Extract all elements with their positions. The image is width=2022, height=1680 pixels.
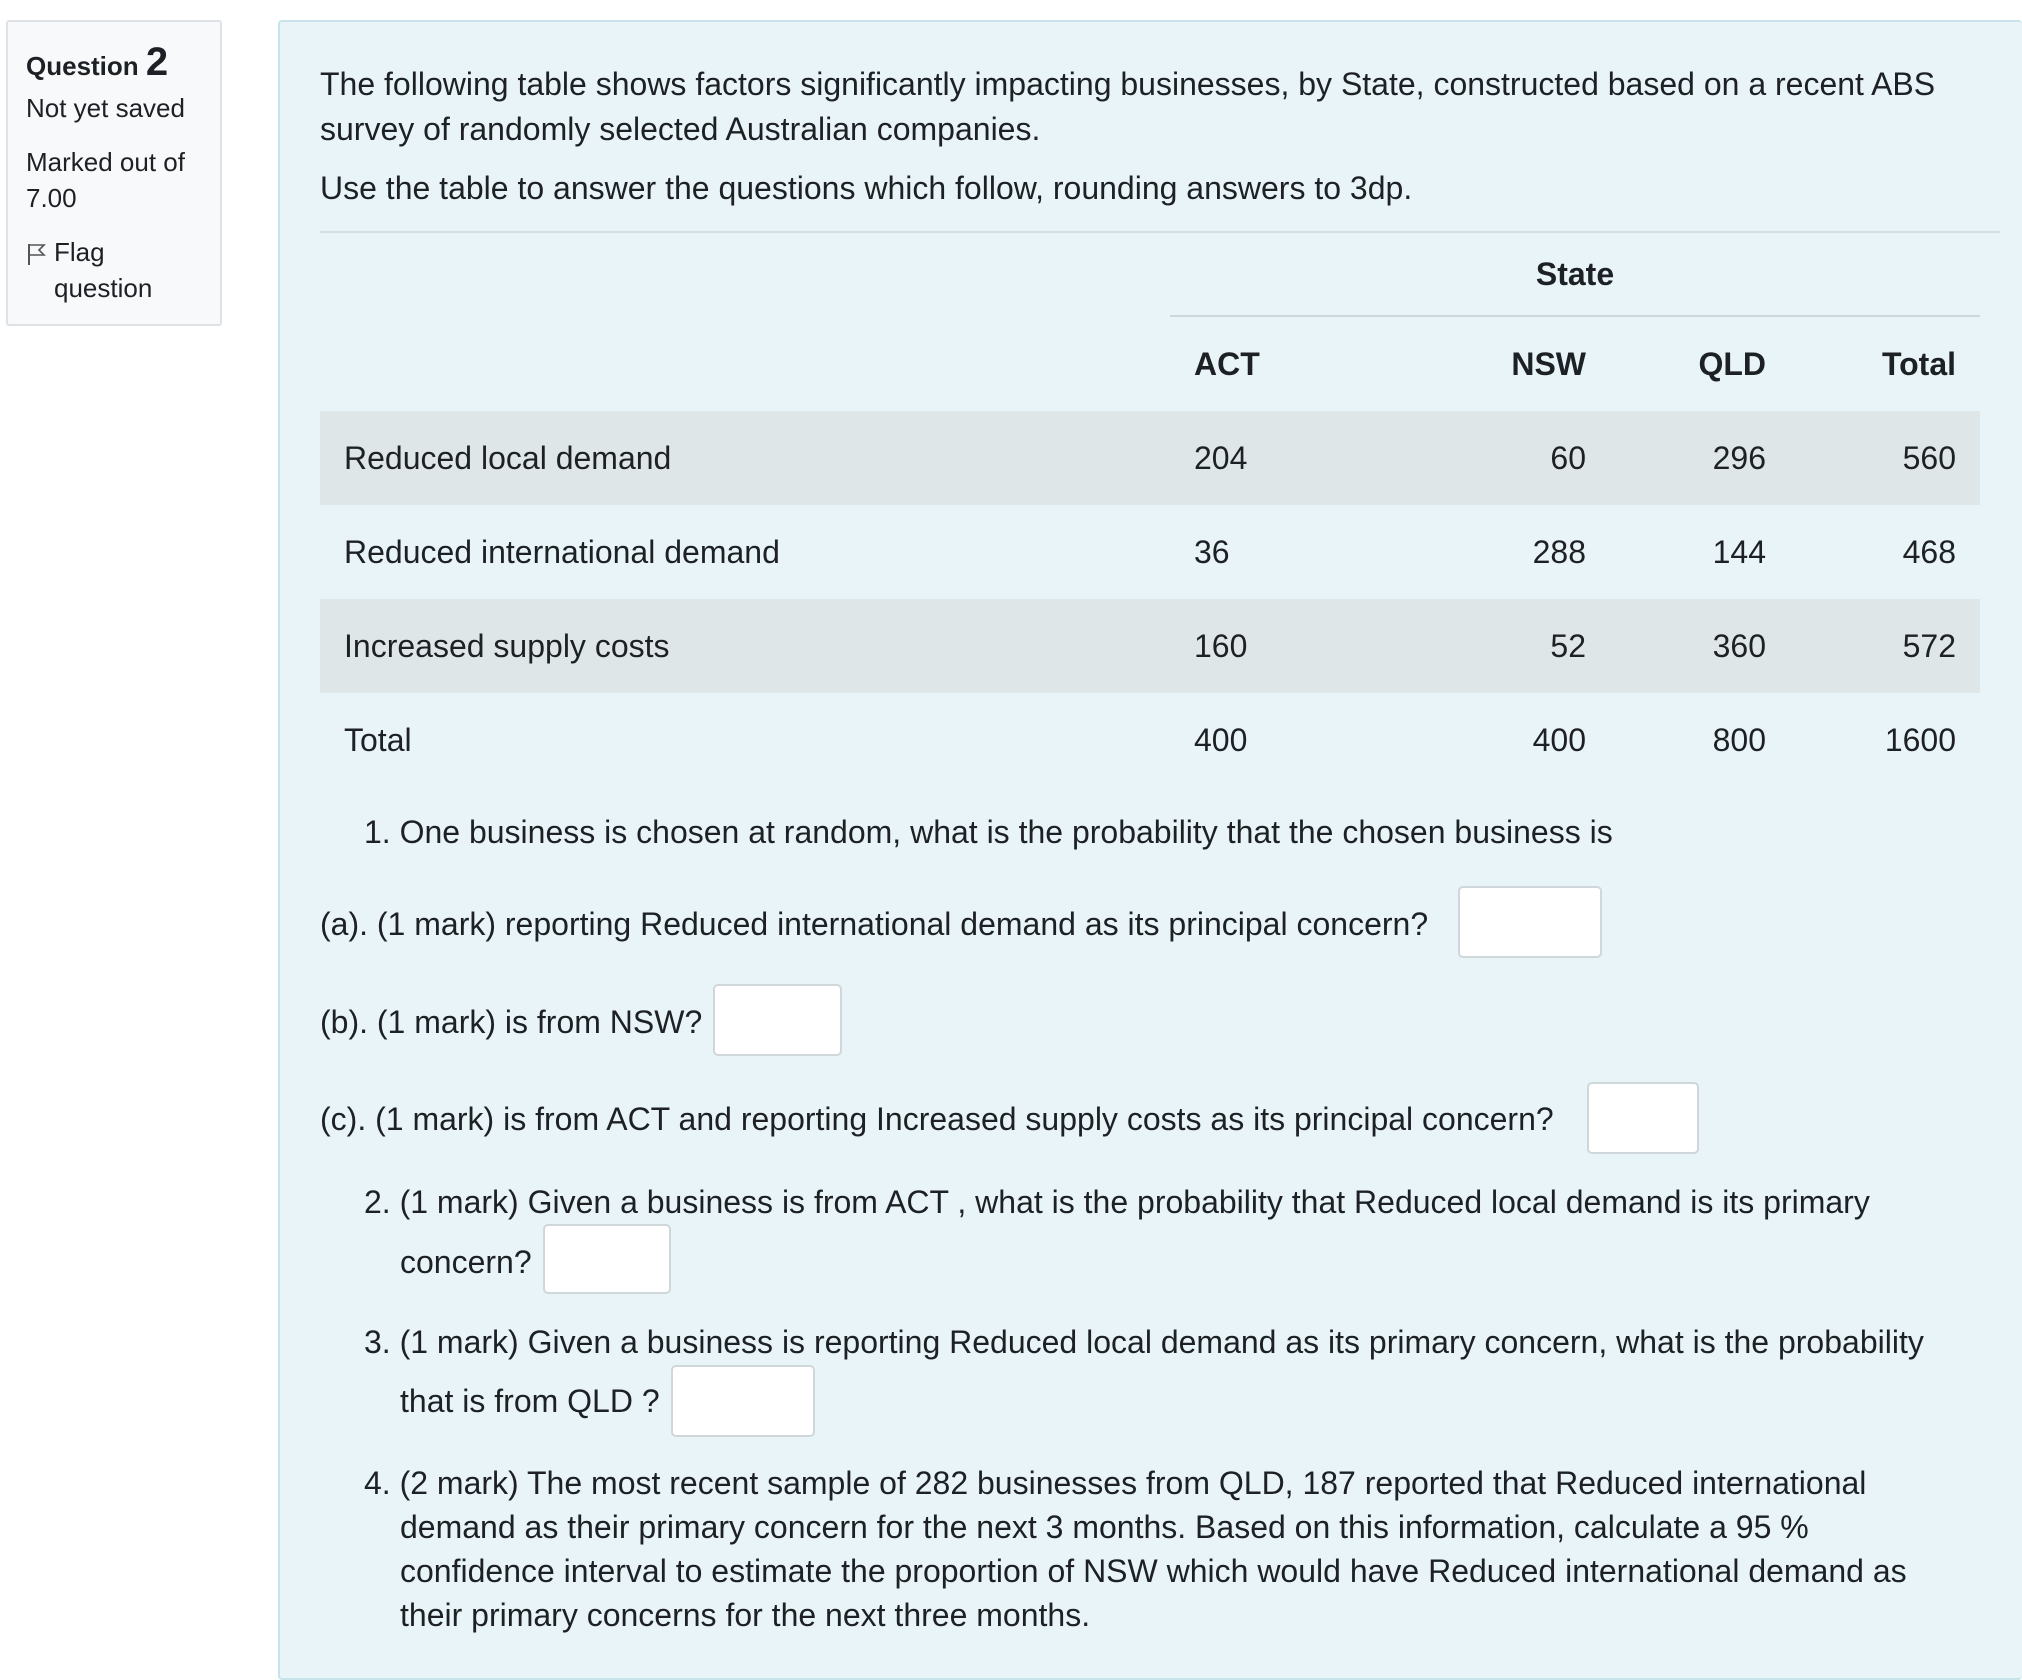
cell-total: 560 — [1902, 439, 1956, 476]
cell-nsw: 288 — [1532, 533, 1586, 570]
question-4-line3: confidence interval to estimate the proportion of NSW which would have Reduced international demand as — [400, 1553, 1907, 1589]
answer-2-input[interactable] — [543, 1224, 671, 1294]
cell-qld: 360 — [1712, 627, 1766, 664]
question-1b — [320, 1000, 702, 1045]
question-grade — [26, 144, 204, 216]
question-status: Not yet saved — [26, 93, 185, 123]
question-number — [26, 40, 204, 84]
question-info-panel — [6, 20, 222, 326]
state-group-header: State — [1170, 233, 1980, 316]
question-1c — [320, 1097, 1554, 1142]
flag-question-button[interactable] — [26, 234, 204, 306]
cell-act: 160 — [1194, 627, 1248, 664]
cell-qld: 144 — [1712, 533, 1766, 570]
cell-nsw: 60 — [1550, 439, 1586, 476]
cell-act: 400 — [1194, 721, 1248, 758]
question-2-continued — [400, 1240, 532, 1285]
question-3-continued — [400, 1379, 660, 1424]
question-4-number: 4. — [364, 1465, 391, 1501]
intro-paragraph-1: The following table shows factors significantly impacting businesses, by State, constructed based on a recent ABS survey of randomly selected Australian companies. — [320, 66, 1936, 147]
question-2-line2: concern? — [400, 1244, 532, 1280]
cell-total: 468 — [1902, 533, 1956, 570]
flag-label-line2: question — [54, 273, 153, 303]
data-table — [320, 233, 1980, 787]
question-number-value: 2 — [145, 40, 169, 84]
table-row — [320, 599, 1980, 693]
row-label: Total — [344, 721, 412, 758]
question-2-number: 2. — [364, 1184, 391, 1220]
cell-total: 1600 — [1884, 721, 1956, 758]
question-4-line4: their primary concerns for the next three months. — [400, 1597, 1091, 1633]
question-1a — [320, 902, 1428, 947]
answer-3-input[interactable] — [671, 1365, 815, 1437]
question-3-line1: (1 mark) Given a business is reporting Reduced local demand as its primary concern, what is the probability — [399, 1324, 1924, 1360]
question-4-line1: (2 mark) The most recent sample of 282 businesses from QLD, 187 reported that Reduced international — [399, 1465, 1867, 1501]
question-2 — [364, 1180, 1870, 1225]
question-3 — [364, 1320, 1924, 1365]
row-label: Reduced local demand — [344, 439, 672, 476]
answer-1b-input[interactable] — [713, 984, 842, 1056]
marked-label: Marked out of — [26, 147, 185, 177]
question-2-line1: (1 mark) Given a business is from ACT , what is the probability that Reduced local demand is its primary — [399, 1184, 1870, 1220]
table-row — [320, 411, 1980, 505]
question-3-line2: that is from QLD ? — [400, 1383, 660, 1419]
marked-value: 7.00 — [26, 183, 77, 213]
row-label-header — [320, 316, 1170, 411]
question-4-line2: demand as their primary concern for the next 3 months. Based on this information, calculate a 95 % — [400, 1509, 1809, 1545]
question-1-text: One business is chosen at random, what is the probability that the chosen business is — [399, 814, 1613, 850]
question-1c-text: (c). (1 mark) is from ACT and reporting Increased supply costs as its principal concern? — [320, 1101, 1554, 1137]
question-3-number: 3. — [364, 1324, 391, 1360]
question-1-number: 1. — [364, 814, 391, 850]
table-row — [320, 693, 1980, 787]
question-word: Question — [26, 51, 139, 81]
cell-qld: 296 — [1712, 439, 1766, 476]
column-header-act: ACT — [1194, 345, 1260, 382]
question-4 — [364, 1461, 1866, 1506]
question-intro — [320, 62, 2020, 211]
flag-label-line1: Flag — [54, 237, 105, 267]
answer-1c-input[interactable] — [1587, 1082, 1699, 1154]
cell-act: 204 — [1194, 439, 1248, 476]
cell-total: 572 — [1902, 627, 1956, 664]
answer-1a-input[interactable] — [1458, 886, 1602, 958]
table-row — [320, 505, 1980, 599]
row-label: Increased supply costs — [344, 627, 670, 664]
cell-nsw: 52 — [1550, 627, 1586, 664]
row-label: Reduced international demand — [344, 533, 780, 570]
intro-paragraph-2: Use the table to answer the questions which follow, rounding answers to 3dp. — [320, 170, 1413, 206]
cell-qld: 800 — [1712, 721, 1766, 758]
cell-act: 36 — [1194, 533, 1230, 570]
column-header-nsw: NSW — [1511, 345, 1586, 382]
column-header-qld: QLD — [1698, 345, 1766, 382]
flag-icon — [26, 242, 46, 266]
cell-nsw: 400 — [1532, 721, 1586, 758]
question-1b-text: (b). (1 mark) is from NSW? — [320, 1004, 703, 1040]
empty-header-cell — [320, 233, 1170, 316]
column-header-total: Total — [1881, 345, 1956, 382]
question-1a-text: (a). (1 mark) reporting Reduced international demand as its principal concern? — [320, 906, 1429, 942]
question-1 — [364, 810, 1613, 855]
